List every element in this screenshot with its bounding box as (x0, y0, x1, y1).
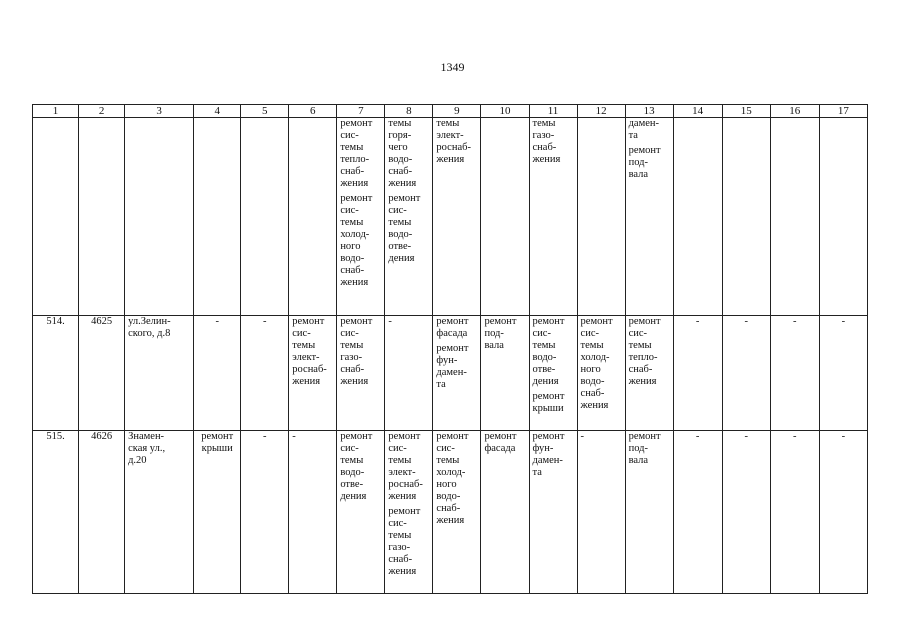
cell-entry: ремонт фасада (484, 431, 517, 454)
cell-entry: ремонт под- вала (484, 316, 517, 351)
cell-entry: - (262, 316, 267, 327)
table-cell (337, 431, 385, 594)
cell-entry: - (841, 431, 846, 442)
table-cell (529, 118, 577, 316)
cell-entry: ремонт сис- темы холод- ного водо- снаб- жения (580, 316, 613, 411)
table-cell (625, 431, 673, 594)
cell-entry: ремонт сис- темы газо- снаб- жения (340, 316, 373, 387)
table-cell (819, 316, 867, 431)
table-cell (125, 431, 194, 594)
cell-entry: ремонт сис- темы газо- снаб- жения (388, 506, 421, 577)
table-row (33, 431, 868, 594)
column-number-6: 6 (289, 105, 337, 118)
column-number-row (33, 105, 868, 118)
table-row (33, 118, 868, 316)
table-cell (385, 316, 433, 431)
cell-entry: Знамен- ская ул., д.20 (128, 431, 166, 466)
table-cell (289, 118, 337, 316)
cell-entry: дамен- та (628, 118, 660, 141)
page-number: 1349 (440, 60, 465, 74)
cell-entry: ремонт фун- дамен- та (532, 431, 565, 478)
cell-entry: темы элект- роснаб- жения (436, 118, 471, 165)
cell-entry: ремонт сис- темы водо- отве- дения (340, 431, 373, 502)
column-number-3: 3 (125, 105, 194, 118)
table-cell (33, 118, 79, 316)
table-cell (673, 431, 722, 594)
cell-entry: ремонт сис- темы холод- ного водо- снаб- жения (436, 431, 469, 526)
column-number-2: 2 (79, 105, 125, 118)
table-cell (289, 316, 337, 431)
table-cell (79, 118, 125, 316)
table-cell (577, 316, 625, 431)
column-number-1: 1 (33, 105, 79, 118)
table-cell (385, 431, 433, 594)
table-cell (33, 316, 79, 431)
column-number-15: 15 (722, 105, 770, 118)
column-number-8: 8 (385, 105, 433, 118)
table-cell (79, 316, 125, 431)
table-cell (79, 431, 125, 594)
table-cell (722, 316, 770, 431)
cell-entry: - (744, 431, 748, 442)
table-cell (337, 118, 385, 316)
table-cell (481, 316, 529, 431)
table-cell (673, 316, 722, 431)
cell-entry: - (744, 316, 748, 327)
column-number-13: 13 (625, 105, 673, 118)
table-cell (194, 431, 241, 594)
table-cell (337, 316, 385, 431)
table-cell (433, 316, 481, 431)
cell-entry: - (215, 316, 219, 327)
cell-entry: ремонт сис- темы водо- отве- дения (388, 193, 421, 264)
cell-entry: - (793, 431, 797, 442)
column-number-7: 7 (337, 105, 385, 118)
table-cell (481, 118, 529, 316)
cell-entry: - (841, 316, 846, 327)
table-cell (577, 431, 625, 594)
table-cell (194, 118, 241, 316)
cell-entry: ремонт крыши (532, 391, 565, 414)
cell-entry: ремонт под- вала (628, 145, 661, 180)
cell-entry: ремонт сис- темы тепло- снаб- жения (340, 118, 373, 189)
cell-entry: ул.Зелин- ского, д.8 (128, 316, 171, 339)
table-cell (125, 118, 194, 316)
cell-entry: темы горя- чего водо- снаб- жения (388, 118, 417, 189)
table-cell (241, 431, 289, 594)
table-cell (722, 118, 770, 316)
table-cell (529, 316, 577, 431)
column-number-9: 9 (433, 105, 481, 118)
cell-entry: ремонт крыши (201, 431, 234, 454)
column-number-10: 10 (481, 105, 529, 118)
table-cell (241, 118, 289, 316)
cell-entry: ремонт сис- темы тепло- снаб- жения (628, 316, 661, 387)
column-number-17: 17 (819, 105, 867, 118)
table-cell (385, 118, 433, 316)
table-cell (289, 431, 337, 594)
table-cell (33, 431, 79, 594)
cell-entry: 514. (46, 316, 65, 327)
table-cell (819, 118, 867, 316)
column-number-4: 4 (194, 105, 241, 118)
table-cell (529, 431, 577, 594)
table-cell (673, 118, 722, 316)
cell-entry: ремонт сис- темы элект- роснаб- жения (292, 316, 327, 387)
cell-entry: - (793, 316, 797, 327)
table-cell (770, 316, 819, 431)
column-number-14: 14 (673, 105, 722, 118)
cell-entry: - (695, 431, 700, 442)
table-cell (241, 316, 289, 431)
table-cell (194, 316, 241, 431)
cell-entry: 515. (46, 431, 65, 442)
cell-entry: ремонт под- вала (628, 431, 661, 466)
cell-entry: темы газо- снаб- жения (532, 118, 561, 165)
cell-entry: - (695, 316, 700, 327)
table-cell (625, 316, 673, 431)
column-number-11: 11 (529, 105, 577, 118)
cell-entry: 4626 (91, 431, 113, 442)
cell-entry: ремонт сис- темы водо- отве- дения (532, 316, 565, 387)
table-cell (770, 118, 819, 316)
cell-entry: - (388, 316, 392, 327)
cell-entry: - (580, 431, 585, 442)
column-number-16: 16 (770, 105, 819, 118)
cell-entry: ремонт сис- темы элект- роснаб- жения (388, 431, 423, 502)
table-cell (722, 431, 770, 594)
cell-entry: ремонт фасада (436, 316, 469, 339)
column-number-5: 5 (241, 105, 289, 118)
table-cell (770, 431, 819, 594)
table-cell (819, 431, 867, 594)
table-cell (625, 118, 673, 316)
cell-entry: 4625 (91, 316, 113, 327)
table-row (33, 316, 868, 431)
repair-schedule-table (32, 104, 868, 594)
table-cell (125, 316, 194, 431)
cell-entry: ремонт фун- дамен- та (436, 343, 469, 390)
table-cell (481, 431, 529, 594)
table-cell (433, 431, 481, 594)
cell-entry: - (262, 431, 267, 442)
cell-entry: ремонт сис- темы холод- ного водо- снаб- жения (340, 193, 373, 288)
table-cell (577, 118, 625, 316)
table-cell (433, 118, 481, 316)
cell-entry: - (292, 431, 296, 442)
column-number-12: 12 (577, 105, 625, 118)
